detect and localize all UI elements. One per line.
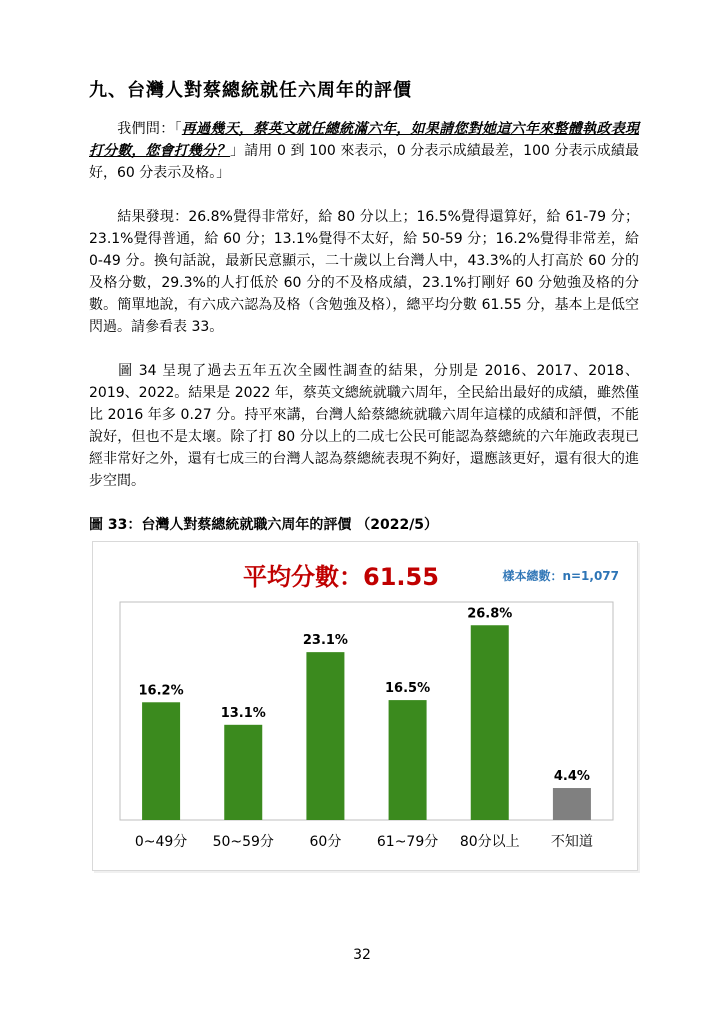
bar-2 [224,725,262,820]
figure-caption: 圖 33：台灣人對蔡總統就職六周年的評價 （2022/5） [89,517,439,533]
bar-6 [553,788,591,820]
bar-value-label: 13.1% [220,705,266,721]
findings-paragraph [89,206,639,338]
findings-text: 結果發現：26.8%覺得非常好，給 80 分以上；16.5%覺得還算好，給 61-79 分；23.1%覺得普通，給 60 分；13.1%覺得不太好，給 50-59 分；16.2%覺得非常差，給 0-49 分。換句話說，最新民意顯示，二十歲以上台灣人中，43.3%的人打高於 60 分的及格分數，29.3%的人打低於 60 分的不及格成績，23.1%打剛好 60 分勉強及格的分數。簡單地說，有六成六認為及格（含勉強及格），總平均分數 61.55 分，基本上是低空閃過。請參看表 33。 [89,209,639,335]
question-rest: 」請用 0 到 100 來表示，0 分表示成績最差，100 分表示成績最好，60 分表示及格。」 [89,143,639,181]
bar-value-label: 16.5% [385,681,431,697]
page-number: 32 [353,947,371,963]
question-paragraph [89,118,639,184]
bar-chart [93,542,639,872]
chart-title: 平均分數：61.55 [243,563,439,591]
question-lead: 我們問：「 [117,121,182,137]
trend-text: 圖 34 呈現了過去五年五次全國性調查的結果，分別是 2016、2017、2018、2019、2022。結果是 2022 年，蔡英文總統就職六周年，全民給出最好的成績，雖然僅比 2016 年多 0.27 分。持平來講，台灣人給蔡總統就職六周年這樣的成績和評價，不能說好，但也不是太壞。除了打 80 分以上的二成七公民可能認為蔡總統的六年施政表現已經非常好之外，還有七成三的台灣人認為蔡總統表現不夠好，還應該更好，還有很大的進步空間。 [89,363,639,489]
bar-5 [471,625,509,820]
category-label: 50~59分 [212,834,274,850]
plot-area [120,602,613,820]
bar-value-label: 16.2% [138,683,184,699]
survey-question: 再過幾天，蔡英文就任總統滿六年，如果請您對她這六年來整體執政表現打分數，您會打幾分？ [89,121,640,159]
category-label: 61~79分 [376,834,439,850]
section-heading: 九、台灣人對蔡總統就任六周年的評價 [89,80,412,101]
bar-value-label: 26.8% [467,606,513,622]
category-label: 60分 [309,834,342,850]
category-label: 0~49分 [134,834,188,850]
bar-3 [306,652,344,820]
bar-4 [389,700,427,820]
bar-value-label: 4.4% [553,769,590,785]
chart-frame [92,541,638,871]
category-label: 不知道 [550,834,593,850]
sample-size-note: 樣本總數：n=1,077 [502,569,619,583]
trend-paragraph [89,360,639,492]
bar-1 [142,702,180,820]
category-label: 80分以上 [459,834,520,850]
bar-value-label: 23.1% [302,633,348,649]
